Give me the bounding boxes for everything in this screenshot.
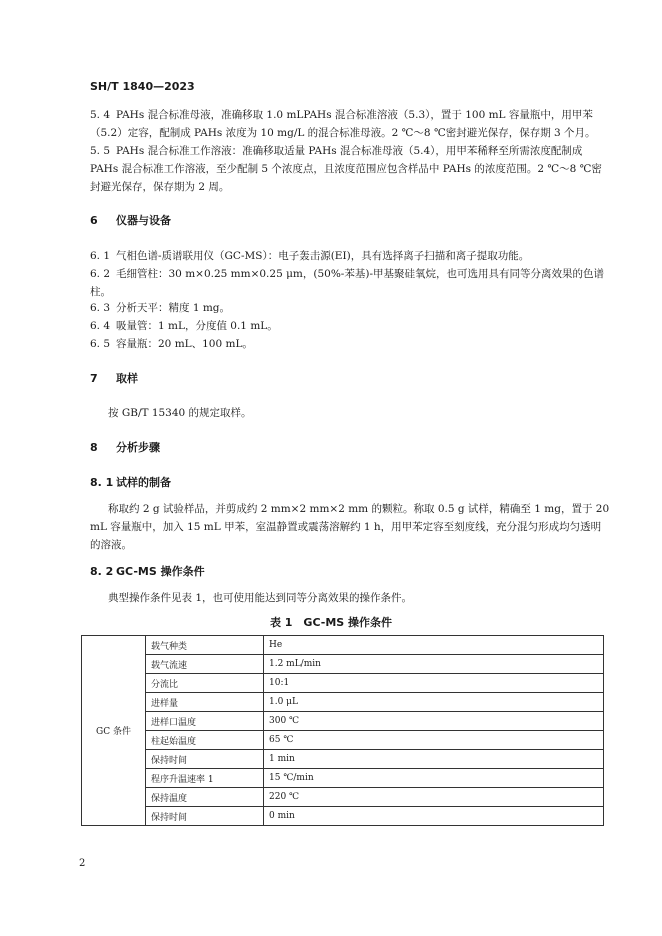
- parameter-cell: 程序升温速率 1: [146, 769, 264, 788]
- value-cell: 220 ℃: [264, 788, 604, 807]
- value-cell: 0 min: [264, 807, 604, 826]
- sample-preparation-paragraph: 称取约 2 g 试验样品，并剪成约 2 mm×2 mm×2 mm 的颗粒。称取 0.5 g 试样，精确至 1 mg，置于 20 mL 容量瓶中，加入 15 mL 甲苯，室温静置或震荡溶解约 1 h，用甲苯定容至刻度线，充分混匀形成均匀透明的溶液。: [90, 503, 610, 551]
- section-7-heading: [90, 370, 138, 386]
- clause-text: 毛细管柱：30 m×0.25 mm×0.25 μm，(50%-苯基)-甲基聚硅氧烷，也可选用具有同等分离效果的色谱柱。: [90, 268, 605, 298]
- value-cell: 65 ℃: [264, 731, 604, 750]
- table-row: [82, 693, 604, 712]
- gc-ms-conditions-table: [81, 635, 604, 826]
- clause-5-4: [90, 106, 610, 142]
- section-title: 取样: [116, 372, 138, 385]
- group-label-cell: GC 条件: [82, 636, 146, 826]
- section-title: 试样的制备: [116, 476, 171, 489]
- clause-number: 6. 2: [90, 268, 111, 280]
- value-cell: 15 ℃/min: [264, 769, 604, 788]
- section-number: 7: [90, 372, 98, 385]
- clause-6-1: [90, 247, 610, 265]
- clause-text: 容量瓶：20 mL、100 mL。: [116, 338, 253, 350]
- clause-number: 6. 1: [90, 250, 111, 262]
- value-cell: 10:1: [264, 674, 604, 693]
- document-id: SH/T 1840—2023: [90, 80, 195, 93]
- parameter-cell: 分流比: [146, 674, 264, 693]
- section-8-heading: [90, 439, 160, 455]
- clause-text: PAHs 混合标准工作溶液：准确移取适量 PAHs 混合标准母液（5.4），用甲苯稀释至所需浓度配制成 PAHs 混合标准工作溶液，至少配制 5 个浓度点，且浓度范围应包含样品中 PAHs 的浓度范围。2 ℃～8 ℃密封避光保存，保存期为 2 周。: [90, 145, 602, 193]
- clause-text: 气相色谱-质谱联用仪（GC-MS）：电子轰击源(EI)，具有选择离子扫描和离子提取功能。: [116, 250, 530, 262]
- table-row: [82, 731, 604, 750]
- table-row: [82, 769, 604, 788]
- clause-6-3: [90, 299, 610, 317]
- table-row: [82, 712, 604, 731]
- clause-number: 5. 5: [90, 145, 111, 157]
- table-caption: 表 1 GC-MS 操作条件: [269, 616, 393, 629]
- section-title: 仪器与设备: [116, 214, 171, 227]
- clause-5-5: [90, 142, 610, 196]
- value-cell: 1.0 μL: [264, 693, 604, 712]
- clause-text: PAHs 混合标准母液，准确移取 1.0 mLPAHs 混合标准溶液（5.3），置于 100 mL 容量瓶中，用甲苯（5.2）定容，配制成 PAHs 浓度为 10 mg/L 的混合标准母液。2 ℃～8 ℃密封避光保存，保存期 3 个月。: [90, 109, 596, 139]
- clause-text: 吸量管：1 mL，分度值 0.1 mL。: [116, 320, 278, 332]
- clause-number: 5. 4: [90, 109, 111, 121]
- parameter-cell: 进样量: [146, 693, 264, 712]
- clause-text: 分析天平：精度 1 mg。: [116, 302, 231, 314]
- table-row: [82, 788, 604, 807]
- sampling-paragraph: 按 GB/T 15340 的规定取样。: [108, 407, 252, 419]
- section-6-heading: [90, 212, 171, 228]
- clause-number: 6. 5: [90, 338, 111, 350]
- section-number: 8. 1: [90, 476, 114, 489]
- section-8-1-heading: [90, 474, 171, 490]
- value-cell: 1.2 mL/min: [264, 655, 604, 674]
- clause-6-5: [90, 335, 610, 353]
- parameter-cell: 保持时间: [146, 807, 264, 826]
- value-cell: 1 min: [264, 750, 604, 769]
- section-title: 分析步骤: [116, 441, 160, 454]
- parameter-cell: 柱起始温度: [146, 731, 264, 750]
- value-cell: 300 ℃: [264, 712, 604, 731]
- table-row: [82, 674, 604, 693]
- parameter-cell: 载气种类: [146, 636, 264, 655]
- value-cell: He: [264, 636, 604, 655]
- clause-number: 6. 4: [90, 320, 111, 332]
- table-row: [82, 636, 604, 655]
- clause-6-2: [90, 265, 610, 301]
- clause-number: 6. 3: [90, 302, 111, 314]
- table-row: [82, 750, 604, 769]
- parameter-cell: 保持时间: [146, 750, 264, 769]
- section-title: GC-MS 操作条件: [116, 565, 205, 578]
- parameter-cell: 载气流速: [146, 655, 264, 674]
- operating-conditions-paragraph: 典型操作条件见表 1，也可使用能达到同等分离效果的操作条件。: [108, 592, 413, 604]
- parameter-cell: 保持温度: [146, 788, 264, 807]
- section-number: 8: [90, 441, 98, 454]
- section-8-2-heading: [90, 563, 205, 579]
- parameter-cell: 进样口温度: [146, 712, 264, 731]
- clause-6-4: [90, 317, 610, 335]
- section-number: 8. 2: [90, 565, 114, 578]
- table-row: [82, 807, 604, 826]
- page-number: 2: [79, 858, 86, 869]
- table-row: [82, 655, 604, 674]
- section-number: 6: [90, 214, 98, 227]
